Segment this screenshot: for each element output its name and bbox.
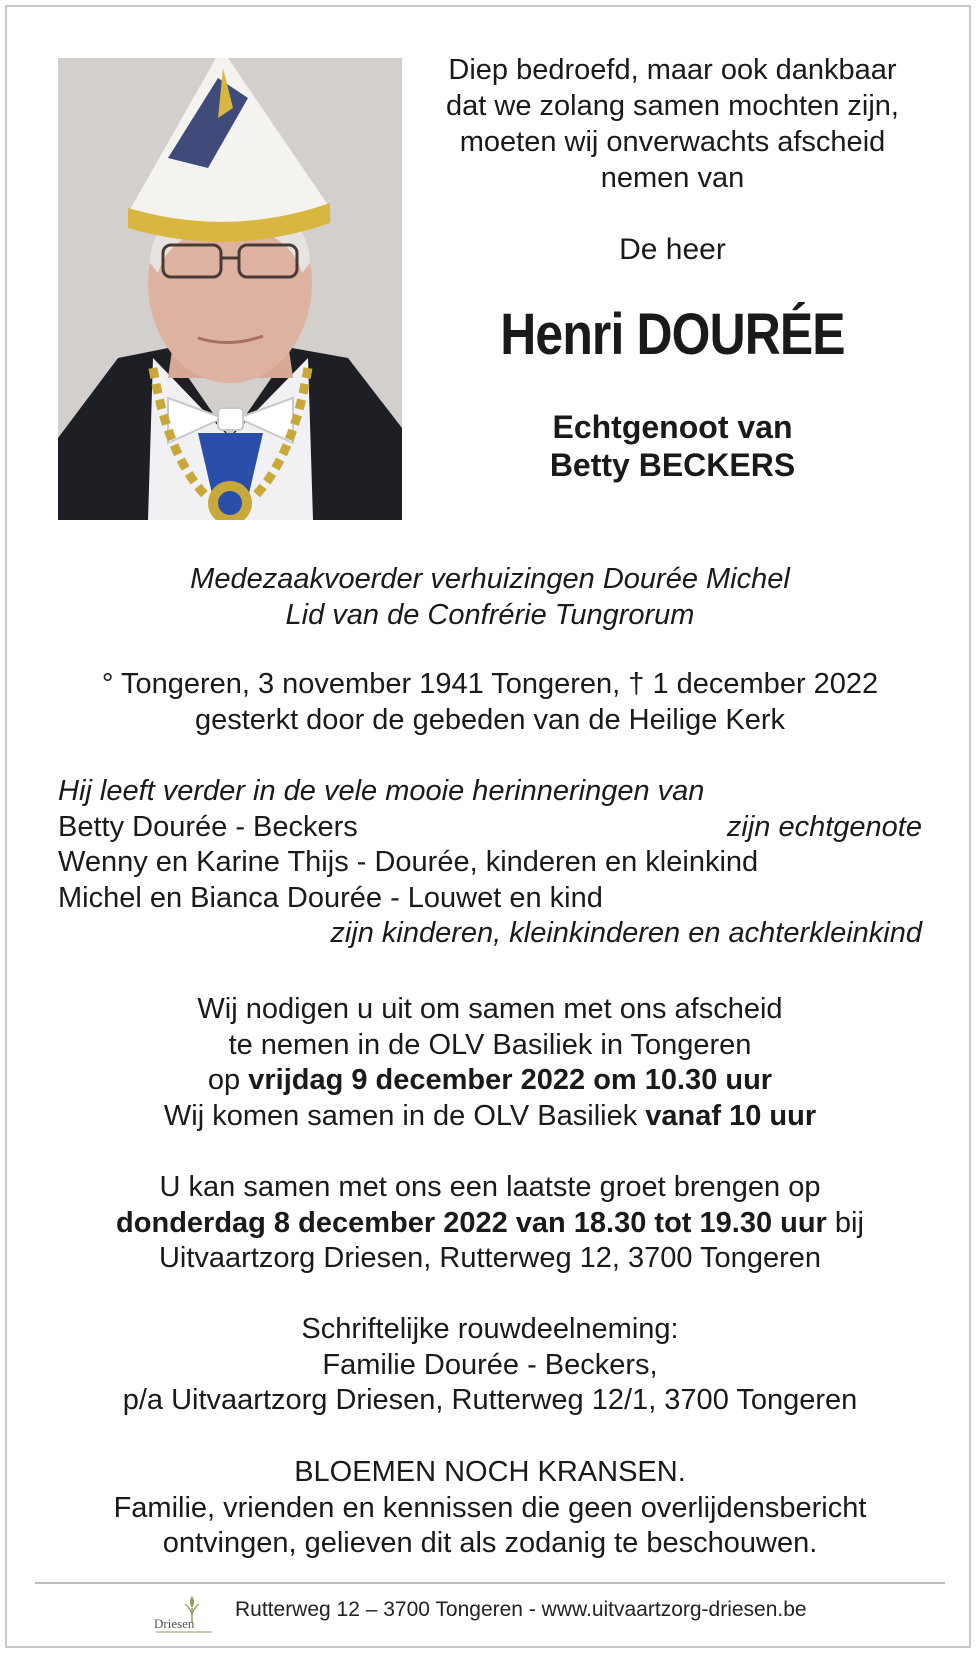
- visit-line: [40, 1206, 940, 1242]
- family-row: [58, 810, 922, 846]
- gathering-prefix: Wij komen samen in de OLV Basiliek: [163, 1099, 646, 1132]
- visitation-info: [40, 1170, 940, 1277]
- funeral-line: te nemen in de OLV Basiliek in Tongeren: [228, 1028, 752, 1061]
- driesen-logo: [152, 1592, 218, 1638]
- salutation: De heer: [619, 233, 726, 266]
- funeral-line: [40, 1063, 940, 1099]
- flowers-line: Familie, vrienden en kennissen die geen overlijdensbericht: [113, 1491, 867, 1524]
- condolence-address: [40, 1312, 940, 1419]
- footer-address: Rutterweg 12 – 3700 Tongeren - www.uitvaartzorg-driesen.be: [235, 1598, 807, 1621]
- intro-line: moeten wij onverwachts afscheid: [459, 126, 886, 158]
- visit-line: U kan samen met ons een laatste groet brengen op: [159, 1171, 821, 1203]
- roles-text: [40, 562, 940, 633]
- family-member: Betty Dourée - Beckers: [58, 810, 358, 843]
- family-relation: zijn echtgenote: [726, 810, 922, 843]
- intro-line: Diep bedroefd, maar ook dankbaar: [448, 54, 897, 86]
- logo-text: Driesen: [154, 1616, 195, 1631]
- letters-line: Familie Dourée - Beckers,: [322, 1348, 658, 1381]
- family-row: Michel en Bianca Dourée - Louwet en kind: [58, 881, 603, 914]
- flowers-line: ontvingen, gelieven dit als zodanig te beschouwen.: [162, 1527, 818, 1559]
- intro-text: [415, 52, 930, 196]
- gathering-time: vanaf 10 uur: [645, 1099, 817, 1132]
- spouse-info: [415, 408, 930, 484]
- role-line: Medezaakvoerder verhuizingen Dourée Michel: [190, 563, 790, 595]
- portrait-photo: [58, 58, 402, 520]
- dates-line: ° Tongeren, 3 november 1941 Tongeren, † 1 december 2022: [101, 668, 879, 700]
- intro-line: dat we zolang samen mochten zijn,: [446, 90, 899, 122]
- intro-line: nemen van: [600, 162, 745, 194]
- funeral-date: vrijdag 9 december 2022 om 10.30 uur: [248, 1064, 773, 1096]
- driesen-logo-icon: [152, 1592, 218, 1638]
- deceased-name: Henri DOURÉE: [500, 302, 845, 367]
- family-row: Wenny en Karine Thijs - Dourée, kinderen en kleinkind: [58, 846, 759, 878]
- dates-line: gesterkt door de gebeden van de Heilige Kerk: [194, 703, 786, 736]
- visit-suffix: bij: [826, 1206, 864, 1239]
- funeral-line: [40, 1099, 940, 1135]
- portrait-illustration: [58, 58, 402, 520]
- birth-death-dates: [40, 667, 940, 738]
- visit-date: donderdag 8 december 2022 van 18.30 tot 19.30 uur: [116, 1206, 827, 1239]
- visit-line: Uitvaartzorg Driesen, Rutterweg 12, 3700 Tongeren: [158, 1242, 821, 1274]
- footer-divider: [35, 1582, 945, 1584]
- family-intro: Hij leeft verder in de vele mooie herinneringen van: [58, 775, 705, 807]
- letters-line: p/a Uitvaartzorg Driesen, Rutterweg 12/1, 3700 Tongeren: [122, 1384, 858, 1416]
- family-list: [58, 774, 922, 952]
- flowers-notice: [40, 1455, 940, 1562]
- funeral-prefix: op: [207, 1064, 249, 1096]
- family-relation: zijn kinderen, kleinkinderen en achterkleinkind: [330, 917, 922, 949]
- spouse-line: Echtgenoot van: [552, 409, 793, 445]
- role-line: Lid van de Confrérie Tungrorum: [285, 598, 695, 631]
- letters-line: Schriftelijke rouwdeelneming:: [301, 1313, 679, 1345]
- funeral-invitation: [40, 992, 940, 1134]
- flowers-line: BLOEMEN NOCH KRANSEN.: [294, 1456, 686, 1488]
- funeral-line: Wij nodigen u uit om samen met ons afscheid: [197, 993, 783, 1025]
- family-row: [58, 916, 922, 952]
- spouse-line: Betty BECKERS: [549, 447, 796, 483]
